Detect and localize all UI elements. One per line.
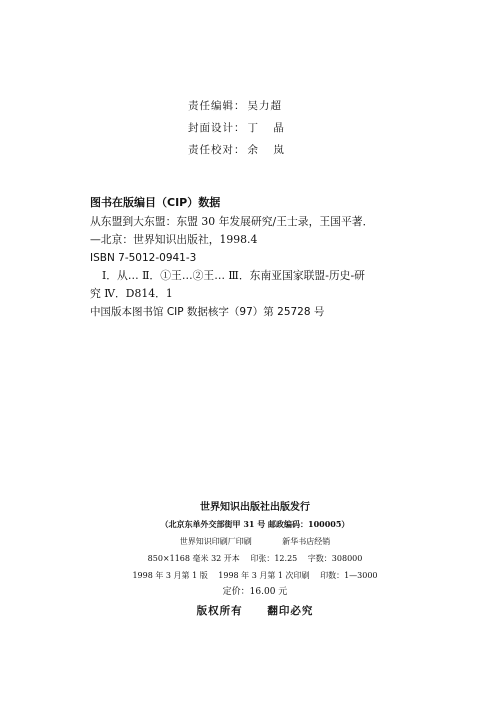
cip-line-subjects: Ⅰ．从… Ⅱ．①王…②王… Ⅲ．东南亚国家联盟-历史-研: [102, 269, 365, 282]
credit-name: 吴力超: [247, 100, 282, 112]
credit-label: 责任校对：: [188, 144, 246, 156]
editor-credits: [188, 98, 348, 164]
no-reproduction: 翻印必究: [267, 605, 314, 617]
edition-line: [110, 567, 400, 584]
printer: 世界知识印刷厂印刷: [179, 537, 252, 546]
publisher-block: [110, 499, 400, 621]
publisher-name: 世界知识出版社出版发行: [200, 502, 310, 513]
printer-line: [110, 533, 400, 550]
format-line: [110, 550, 400, 567]
cip-line-isbn: ISBN 7-5012-0941-3: [90, 252, 197, 264]
print-run: 印数：1—3000: [320, 571, 378, 580]
cip-line-classification: 究 Ⅳ．D814．1: [90, 287, 173, 300]
printed-sheets: 印张：12.25: [250, 554, 298, 563]
cip-line-title: 从东盟到大东盟：东盟 30 年发展研究/王士录，王国平著．: [90, 215, 374, 228]
rights-reserved: 版权所有: [196, 605, 243, 617]
credit-row-proofreader: [188, 142, 348, 164]
credit-row-editor: [188, 98, 348, 120]
edition: 1998 年 3 月第 1 版: [132, 571, 208, 580]
cip-line-record-number: 中国版本图书馆 CIP 数据核字（97）第 25728 号: [90, 306, 325, 318]
distributor: 新华书店经销: [282, 537, 331, 546]
cip-line-publisher: —北京：世界知识出版社，1998.4: [90, 233, 258, 246]
credit-label: 封面设计：: [188, 122, 246, 134]
credit-name: 丁 晶: [247, 122, 290, 134]
book-format: 850×1168 毫米 32 开本: [147, 554, 240, 563]
publisher-address: （北京东单外交部街甲 31 号 邮政编码：100005）: [160, 519, 350, 529]
credit-label: 责任编辑：: [188, 100, 246, 112]
credit-name: 余 岚: [247, 144, 290, 156]
rights-notice: [110, 601, 400, 621]
word-count: 字数：308000: [307, 554, 363, 563]
credit-row-cover-design: [188, 120, 348, 142]
cip-data-block: [90, 193, 440, 321]
printing: 1998 年 3 月第 1 次印刷: [218, 571, 310, 580]
cip-title: 图书在版编目（CIP）数据: [90, 196, 221, 209]
price: 定价：16.00 元: [222, 587, 288, 597]
